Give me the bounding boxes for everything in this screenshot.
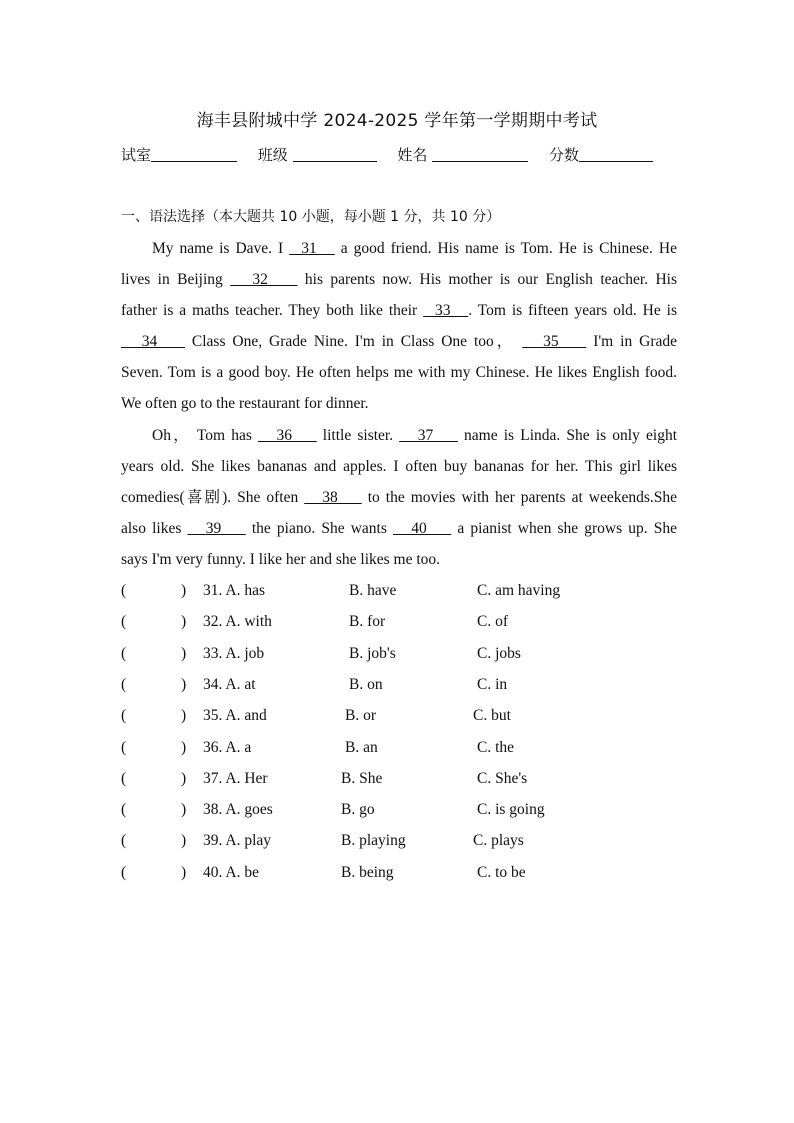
answer-bracket-close[interactable]: ) (181, 769, 187, 787)
answer-bracket-open[interactable]: ( (121, 738, 127, 756)
option-b: B. She (341, 769, 383, 787)
passage-text: a pianist when she grows up. She (451, 520, 677, 537)
option-a: 37. A. Her (203, 769, 268, 787)
option-b: B. playing (341, 832, 406, 850)
answer-blank[interactable]: 40 (392, 520, 452, 537)
option-b: B. go (341, 801, 375, 819)
class-label: 班级 (257, 146, 288, 164)
answer-blank[interactable]: 39 (187, 520, 246, 537)
passage-text: I'm in Grade (586, 333, 677, 350)
answer-bracket-open[interactable]: ( (121, 832, 127, 850)
passage-text: My name is Dave. I (152, 240, 290, 257)
name-field[interactable] (432, 147, 528, 162)
option-c: C. of (477, 613, 508, 631)
option-a: 35. A. and (203, 707, 267, 725)
score-label: 分数 (548, 146, 579, 164)
passage-text: comedies(喜剧). She often (121, 489, 305, 506)
passage-text: the piano. She wants (245, 520, 393, 537)
passage-line (121, 549, 677, 571)
answer-bracket-open[interactable]: ( (121, 707, 127, 725)
passage-text: . Tom is fifteen years old. He is (468, 302, 677, 319)
option-c: C. is going (477, 801, 545, 819)
option-a: 38. A. goes (203, 801, 273, 819)
passage-text: Class One, Grade Nine. I'm in Class One too， (184, 333, 523, 350)
passage-text: little sister. (316, 427, 400, 444)
score-field[interactable] (579, 147, 653, 162)
option-a: 31. A. has (203, 582, 265, 599)
passage-text: says I'm very funny. I like her and she likes me too. (121, 551, 441, 568)
option-c: C. She's (477, 769, 528, 787)
option-b: B. being (341, 863, 394, 881)
answer-bracket-close[interactable]: ) (181, 863, 187, 881)
section-heading: 一、语法选择（本大题共 10 小题，每小题 1 分，共 10 分） (121, 209, 501, 225)
answer-bracket-close[interactable]: ) (181, 707, 187, 725)
room-field[interactable] (151, 147, 237, 162)
option-a: 32. A. with (203, 613, 272, 631)
option-c: C. jobs (477, 644, 521, 662)
answer-bracket-close[interactable]: ) (181, 644, 187, 662)
answer-bracket-open[interactable]: ( (121, 769, 127, 787)
option-a: 39. A. play (203, 832, 272, 850)
passage-line (121, 518, 677, 540)
passage-text: his parents now. His mother is our English teacher. His (297, 271, 678, 288)
option-a: 36. A. a (203, 738, 252, 756)
option-b: B. or (345, 707, 376, 725)
option-b: B. an (345, 738, 378, 756)
option-a: 33. A. job (203, 644, 265, 662)
answer-bracket-close[interactable]: ) (181, 738, 187, 756)
passage-line (121, 269, 677, 291)
answer-bracket-open[interactable]: ( (121, 675, 127, 693)
passage-text: father is a maths teacher. They both like their (121, 302, 424, 319)
answer-bracket-close[interactable]: ) (181, 613, 187, 631)
answer-blank[interactable]: 33 (423, 302, 469, 319)
option-a: 40. A. be (203, 863, 259, 881)
passage-line (152, 425, 677, 447)
passage-text: lives in Beijing (121, 271, 231, 288)
option-b: B. have (349, 582, 397, 599)
passage-line (121, 331, 677, 353)
answer-bracket-open[interactable]: ( (121, 613, 127, 631)
passage-text: We often go to the restaurant for dinner. (121, 395, 369, 412)
answer-blank[interactable]: 36 (258, 427, 317, 444)
class-field[interactable] (293, 147, 377, 162)
passage-text: also likes (121, 520, 188, 537)
option-c: C. to be (477, 863, 526, 881)
option-c: C. but (473, 707, 511, 725)
answer-bracket-close[interactable]: ) (181, 675, 187, 693)
option-a: 34. A. at (203, 675, 256, 693)
passage-text: name is Linda. She is only eight (457, 427, 678, 444)
room-label: 试室 (121, 146, 152, 164)
passage-line (121, 456, 677, 478)
option-c: C. am having (477, 582, 561, 599)
answer-blank[interactable]: 32 (230, 271, 298, 288)
answer-blank[interactable]: 38 (304, 489, 362, 506)
passage-line (121, 487, 677, 509)
passage-text: a good friend. His name is Tom. He is Chinese. He (334, 240, 677, 257)
answer-bracket-open[interactable]: ( (121, 582, 127, 599)
answer-bracket-close[interactable]: ) (181, 832, 187, 850)
exam-title: 海丰县附城中学 2024-2025 学年第一学期期中考试 (196, 111, 598, 131)
option-b: B. on (349, 675, 383, 693)
passage-text: Seven. Tom is a good boy. He often helps me with my Chinese. He likes English food. (121, 364, 677, 381)
student-info-row (121, 144, 669, 165)
name-label: 姓名 (397, 146, 428, 164)
option-c: C. in (477, 675, 508, 693)
answer-blank[interactable]: 34 (121, 333, 185, 350)
answer-blank[interactable]: 37 (399, 427, 458, 444)
answer-blank[interactable]: 31 (289, 240, 335, 257)
passage-line (121, 393, 677, 415)
answer-bracket-close[interactable]: ) (181, 801, 187, 819)
passage-text: years old. She likes bananas and apples. I often buy bananas for her. This girl likes (121, 458, 677, 475)
passage-line (121, 362, 677, 384)
option-c: C. plays (473, 832, 524, 850)
option-b: B. job's (349, 644, 396, 662)
answer-bracket-open[interactable]: ( (121, 863, 127, 881)
answer-blank[interactable]: 35 (522, 333, 587, 350)
answer-bracket-open[interactable]: ( (121, 801, 127, 819)
passage-line (121, 300, 677, 322)
passage-text: Oh， Tom has (152, 427, 259, 444)
option-c: C. the (477, 738, 515, 756)
passage-text: to the movies with her parents at weekends.She (361, 489, 677, 506)
answer-bracket-open[interactable]: ( (121, 644, 127, 662)
answer-bracket-close[interactable]: ) (181, 582, 187, 599)
passage-line (152, 238, 677, 260)
option-b: B. for (349, 613, 386, 631)
